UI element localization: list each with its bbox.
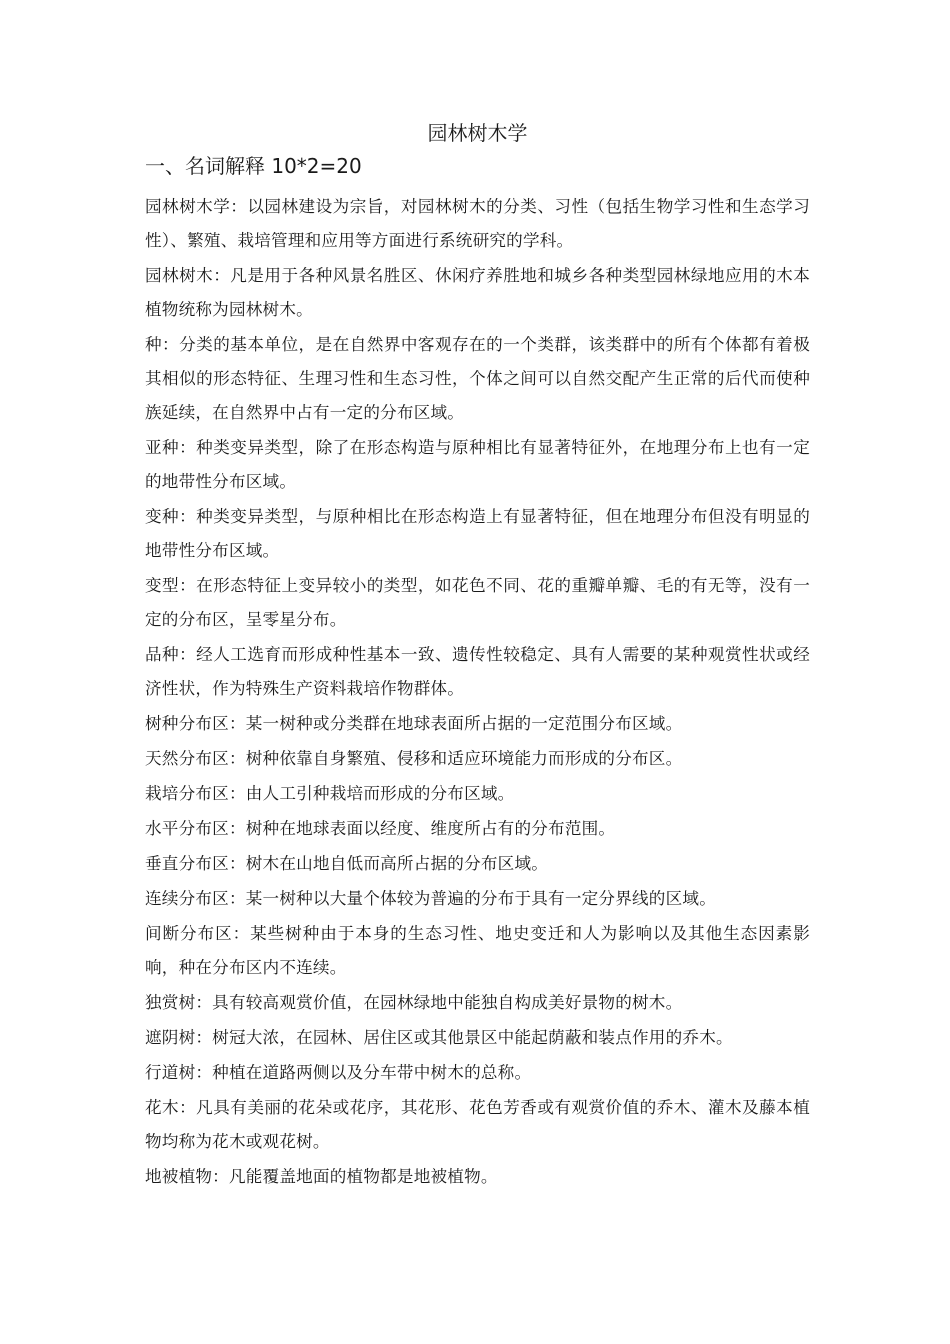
definition-entry: 园林树木学：以园林建设为宗旨，对园林树木的分类、习性（包括生物学习性和生态学习性）、繁殖、栽培管理和应用等方面进行系统研究的学科。 xyxy=(145,197,810,250)
definition-entry: 种：分类的基本单位，是在自然界中客观存在的一个类群，该类群中的所有个体都有着极其相似的形态特征、生理习性和生态习性，个体之间可以自然交配产生正常的后代而使种族延续，在自然界中占有一定的分布区域。 xyxy=(145,335,810,422)
definition-entry: 品种：经人工选育而形成种性基本一致、遗传性较稳定、具有人需要的某种观赏性状或经济性状，作为特殊生产资料栽培作物群体。 xyxy=(145,645,810,698)
definition-entry: 栽培分布区：由人工引种栽培而形成的分布区域。 xyxy=(145,784,515,803)
definition-entry: 亚种：种类变异类型，除了在形态构造与原种相比有显著特征外，在地理分布上也有一定的地带性分布区域。 xyxy=(145,438,810,491)
definition-entry: 地被植物：凡能覆盖地面的植物都是地被植物。 xyxy=(145,1167,498,1186)
document-page xyxy=(145,118,810,1195)
document-title: 园林树木学 xyxy=(427,121,528,145)
definition-entry: 行道树：种植在道路两侧以及分车带中树木的总称。 xyxy=(145,1063,532,1082)
definition-entry: 独赏树：具有较高观赏价值，在园林绿地中能独自构成美好景物的树木。 xyxy=(145,993,683,1012)
definition-entry: 变型：在形态特征上变异较小的类型，如花色不同、花的重瓣单瓣、毛的有无等，没有一定的分布区，呈零星分布。 xyxy=(145,576,810,629)
definition-entry: 园林树木：凡是用于各种风景名胜区、休闲疗养胜地和城乡各种类型园林绿地应用的木本植物统称为园林树木。 xyxy=(145,266,810,319)
definition-entry: 变种：种类变异类型，与原种相比在形态构造上有显著特征，但在地理分布但没有明显的地带性分布区域。 xyxy=(145,507,810,560)
definition-entry: 连续分布区：某一树种以大量个体较为普遍的分布于具有一定分界线的区域。 xyxy=(145,889,716,908)
definition-entry: 天然分布区：树种依靠自身繁殖、侵移和适应环境能力而形成的分布区。 xyxy=(145,749,683,768)
definition-entry: 水平分布区：树种在地球表面以经度、维度所占有的分布范围。 xyxy=(145,819,616,838)
definition-entry: 间断分布区：某些树种由于本身的生态习性、地史变迁和人为影响以及其他生态因素影响，种在分布区内不连续。 xyxy=(145,924,810,977)
definition-entry: 树种分布区：某一树种或分类群在地球表面所占据的一定范围分布区域。 xyxy=(145,714,683,733)
definition-entry: 遮阴树：树冠大浓，在园林、居住区或其他景区中能起荫蔽和装点作用的乔木。 xyxy=(145,1028,733,1047)
definition-entry: 垂直分布区：树木在山地自低而高所占据的分布区域。 xyxy=(145,854,549,873)
definition-entry: 花木：凡具有美丽的花朵或花序，其花形、花色芳香或有观赏价值的乔木、灌木及藤本植物均称为花木或观花树。 xyxy=(145,1098,810,1151)
section-heading: 一、名词解释 10*2=20 xyxy=(145,154,362,178)
definition-list xyxy=(145,190,810,1194)
